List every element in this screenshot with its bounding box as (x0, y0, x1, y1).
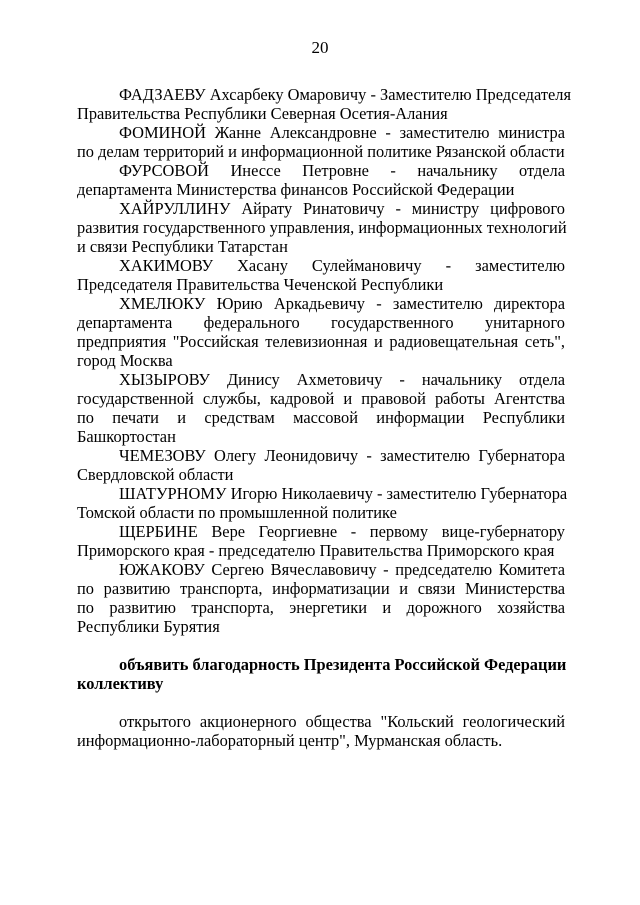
award-entry-line: ХАЙРУЛЛИНУ Айрату Ринатовичу - министру цифрового (119, 199, 565, 218)
decision-line: объявить благодарность Президента Российской Федерации (119, 655, 567, 674)
award-entry-line: ФУРСОВОЙ Инессе Петровне - начальнику отдела (119, 161, 565, 180)
collective-line: информационно-лабораторный центр", Мурманская область. (77, 731, 503, 750)
award-entry (77, 560, 565, 636)
award-entry-line: департамента Министерства финансов Российской Федерации (77, 180, 515, 199)
award-entry-line: ЧЕМЕЗОВУ Олегу Леонидовичу - заместителю Губернатора (119, 446, 565, 465)
document-body (77, 85, 572, 750)
award-entry-line: Приморского края - председателю Правительства Приморского края (77, 541, 555, 560)
award-entry-line: ФАДЗАЕВУ Ахсарбеку Омаровичу - Заместителю Председателя (119, 85, 572, 104)
section-gap (77, 693, 565, 712)
award-entry-line: Томской области по промышленной политике (77, 503, 397, 522)
award-entry (77, 199, 565, 256)
decision-heading (77, 655, 565, 693)
award-list (77, 85, 572, 636)
award-entry-line: ЩЕРБИНЕ Вере Георгиевне - первому вице-губернатору (119, 522, 565, 541)
award-entry-line: развития государственного управления, информационных технологий (77, 218, 567, 237)
award-entry (77, 256, 565, 294)
award-entry (77, 522, 565, 560)
award-entry-line: Башкортостан (77, 427, 176, 446)
award-entry (77, 484, 568, 522)
award-entry-line: Свердловской области (77, 465, 234, 484)
award-entry (77, 85, 572, 123)
award-entry-line: по развитию транспорта, энергетики и дорожного хозяйства (77, 598, 565, 617)
award-entry-line: Правительства Республики Северная Осетия-Алания (77, 104, 448, 123)
section-gap (77, 636, 565, 655)
award-entry-line: государственной службы, кадровой и правовой работы Агентства (77, 389, 565, 408)
award-entry (77, 123, 565, 161)
award-entry-line: ХМЕЛЮКУ Юрию Аркадьевичу - заместителю директора (119, 294, 565, 313)
award-entry-line: по делам территорий и информационной политике Рязанской области (77, 142, 565, 161)
award-entry-line: ФОМИНОЙ Жанне Александровне - заместителю министра (119, 123, 565, 142)
award-entry-line: Председателя Правительства Чеченской Республики (77, 275, 444, 294)
award-entry-line: город Москва (77, 351, 173, 370)
collective-paragraph (77, 712, 565, 750)
award-entry-line: по развитию транспорта, информатизации и связи Министерства (77, 579, 565, 598)
award-entry-line: ШАТУРНОМУ Игорю Николаевичу - заместителю Губернатора (119, 484, 568, 503)
collective-line: открытого акционерного общества "Кольский геологический (119, 712, 565, 731)
award-entry (77, 446, 565, 484)
award-entry-line: предприятия "Российская телевизионная и радиовещательная сеть", (77, 332, 565, 351)
award-entry-line: ХЫЗЫРОВУ Динису Ахметовичу - начальнику отдела (119, 370, 565, 389)
award-entry (77, 294, 565, 370)
award-entry (77, 370, 565, 446)
page-number: 20 (311, 38, 329, 57)
decision-line: коллективу (77, 674, 164, 693)
award-entry-line: ЮЖАКОВУ Сергею Вячеславовичу - председателю Комитета (119, 560, 565, 579)
award-entry-line: Республики Бурятия (77, 617, 220, 636)
award-entry-line: по печати и средствам массовой информации Республики (77, 408, 565, 427)
award-entry (77, 161, 565, 199)
award-entry-line: департамента федерального государственного унитарного (77, 313, 565, 332)
award-entry-line: ХАКИМОВУ Хасану Сулеймановичу - заместителю (119, 256, 565, 275)
award-entry-line: и связи Республики Татарстан (77, 237, 288, 256)
